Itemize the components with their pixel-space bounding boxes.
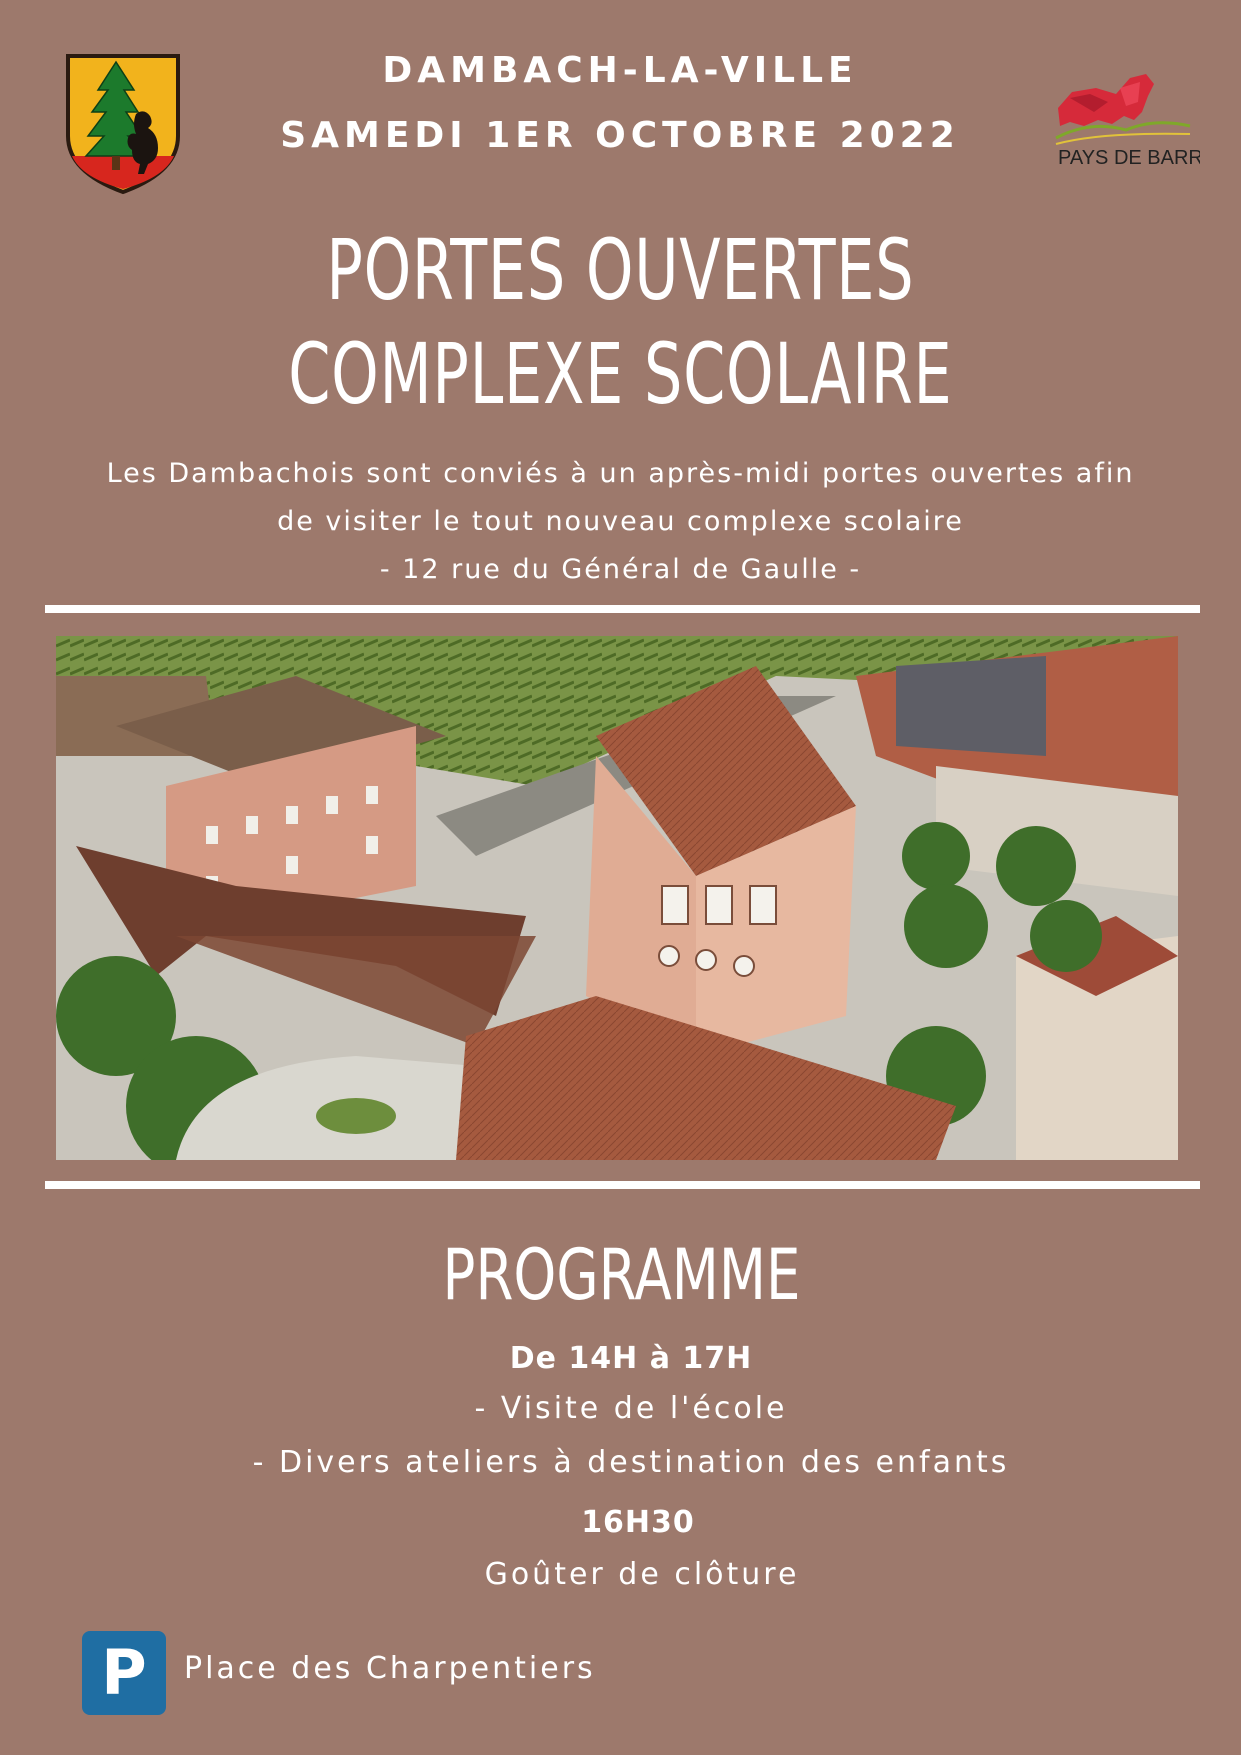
programme-time-1: De 14H à 17H [509,1341,753,1376]
programme-item-1: - Visite de l'école [474,1391,788,1426]
svg-text:PAYS DE BARR: PAYS DE BARR [1058,147,1200,169]
parking-sign-icon: P [82,1631,166,1715]
intro-line2: de visiter le tout nouveau complexe scolaire [277,506,964,537]
school-aerial-photo [56,636,1178,1160]
programme-item-3: Goûter de clôture [484,1557,800,1592]
event-date: SAMEDI 1ER OCTOBRE 2022 [280,115,960,156]
parking-location: Place des Charpentiers [184,1651,596,1686]
town-crest-icon [64,52,182,196]
programme-item-2: - Divers ateliers à destination des enfants [252,1445,1010,1480]
pays-de-barr-logo [1050,68,1200,180]
divider-top [45,605,1200,613]
divider-bottom [45,1181,1200,1189]
page-title-line1: PORTES OUVERTES [326,221,915,319]
intro-address: - 12 rue du Général de Gaulle - [379,554,862,585]
programme-time-2: 16H30 [581,1505,695,1540]
town-name: DAMBACH-LA-VILLE [382,50,858,91]
programme-heading: PROGRAMME [442,1234,801,1316]
page-title-line2: COMPLEXE SCOLAIRE [288,325,953,423]
intro-line1: Les Dambachois sont conviés à un après-midi portes ouvertes afin [106,458,1135,489]
